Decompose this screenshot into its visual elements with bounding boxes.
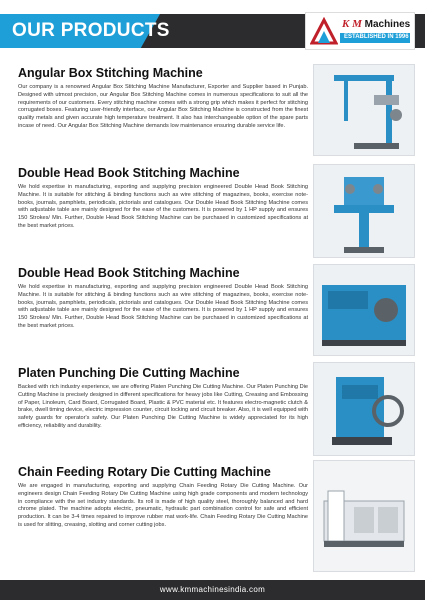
- double-head-book-stitching-machine-photo: [313, 164, 415, 258]
- product-title: Platen Punching Die Cutting Machine: [18, 366, 240, 380]
- website-link[interactable]: www.kmmachinesindia.com: [159, 585, 266, 594]
- km-logo-icon: [310, 17, 338, 45]
- logo-brand-machines: Machines: [364, 19, 411, 30]
- logo-established-text: ESTABLISHED IN 1996: [344, 34, 409, 40]
- product-description: Our company is a renowned Angular Box Stitching Machine Manufacturer, Exporter and Supplier based in Punjab. Designed with utmost precision, our Angular Box Stitching Machine comes in numerous specifications to suit all the requirements of our customers. Every stitching machine comes with a strong grip which makes it perfect for stitching corrugated boxes. Featuring user-friendly interface, our Angular Box Stitching Machine is constructed from the finest quality metals and given accurate high temperature treatment. It also has interchangeable option of the spare parts incase of need. Our Angular Box Stitching Machine demands low maintenance ensuring durable service life.: [18, 84, 308, 129]
- product-title: Double Head Book Stitching Machine: [18, 166, 240, 180]
- product-title: Angular Box Stitching Machine: [18, 66, 203, 80]
- product-description: Backed with rich industry experience, we are offering Platen Punching Die Cutting Machine. Our Platen Punching Die Cutting Machine is precisely designed in different specifications for heavy jobs like Cutting, Creasing and Embossing of Paper, Linoleum, Card Board, Corrugated Board, Plastic & PVC material etc. It features electro-magnetic clutch & brake, dwell timing device, electric impression counter, circuit locking and circuit breaker. Also, it is well equipped with safety guards for operator's safety. Our Platen Punching Die Cutting Machine is widely appreciated for its high efficiency, reliability and durability.: [18, 384, 308, 429]
- company-logo: [305, 12, 415, 50]
- logo-brand-km: K M: [342, 18, 362, 30]
- chain-feeding-rotary-machine-photo: [313, 460, 415, 572]
- product-description: We hold expertise in manufacturing, exporting and supplying precision engineered Double Head Book Stitching Machine. It is suitable for stitching & binding functions such as wire stitching of magazines, books, exercise note-books, journals, pamphlets, periodicals, pictorials and catalogues. Our Double Head Book Stitching Machine comes with adjustable table are mainly designed for the ease of the customers. It is powered by 1 HP supply and ensures 150 Strokes/ Min. Further, Double Head Book Stitching Machine can be purchased in customized specifications at the best market prices.: [18, 284, 308, 329]
- product-description: We hold expertise in manufacturing, exporting and supplying precision engineered Double Head Book Stitching Machine. It is suitable for stitching & binding functions such as wire stitching of magazines, books, exercise note-books, journals, pamphlets, periodicals, pictorials and catalogues. Our Double Head Book Stitching Machine comes with adjustable table are mainly designed for the ease of the customers. It is powered by 1 HP supply and ensures 150 Strokes/ Min. Further, Double Head Book Stitching Machine can be purchased in customized specifications at the best market prices.: [18, 184, 308, 229]
- product-section-double-head-2: [18, 266, 308, 331]
- angular-box-stitching-machine-photo: [313, 64, 415, 156]
- logo-brand-text: [342, 18, 410, 30]
- die-cutting-machine-photo: [313, 264, 415, 356]
- product-section-platen-punching: [18, 366, 308, 431]
- product-description: We are engaged in manufacturing, exporting and supplying Chain Feeding Rotary Die Cutting Machine. Our engineers design Chain Feeding Rotary Die Cutting Machine using high grade components and modern technology in compliance with the set industry standards. Its roll is made of high quality steel, thoroughly balanced and hard chrome plated. The machine adopts electric, pneumatic, hydraulic part combination control for safe and efficient production. It can be 3-4 times repaired to improve rubber mat work-life. Chain Feeding Rotary Die Cutting Machine is used for slitting, creasing, slotting and corner cutting jobs.: [18, 483, 308, 528]
- product-section-angular-box: [18, 66, 308, 131]
- product-section-double-head-1: [18, 166, 308, 231]
- platen-punching-machine-photo: [313, 362, 415, 456]
- product-title: Double Head Book Stitching Machine: [18, 266, 240, 280]
- product-section-chain-feeding: [18, 465, 308, 530]
- product-title: Chain Feeding Rotary Die Cutting Machine: [18, 465, 271, 479]
- page-title: OUR PRODUCTS: [12, 20, 170, 41]
